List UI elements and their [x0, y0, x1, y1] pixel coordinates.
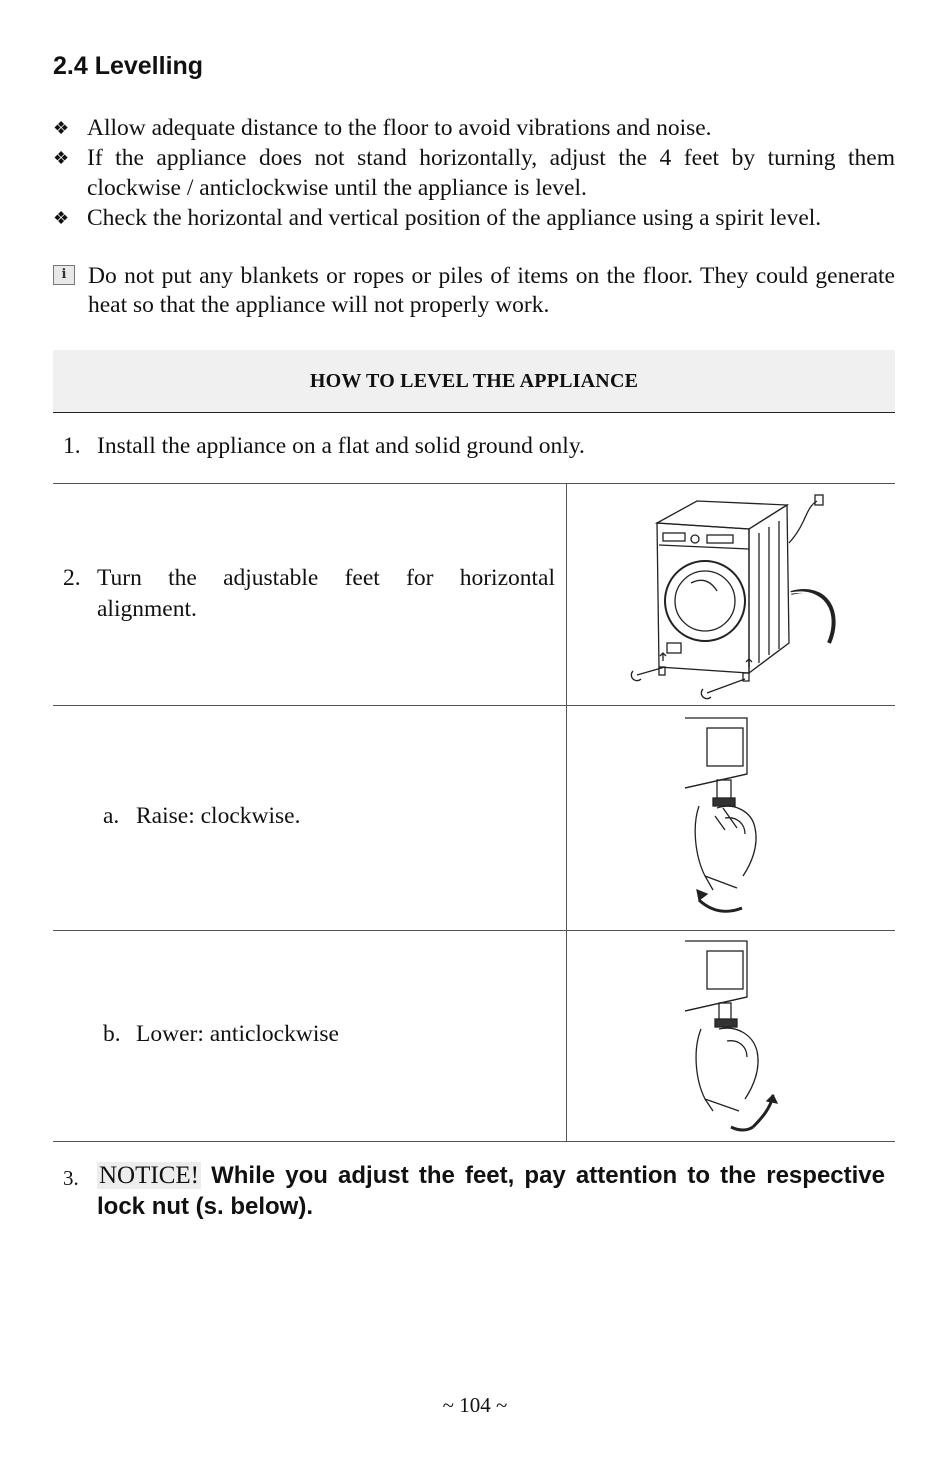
steps-table [53, 483, 895, 1142]
bullet-text: Allow adequate distance to the floor to avoid vibrations and noise. [87, 115, 712, 141]
step-letter: a. [103, 803, 120, 829]
step-text: Turn the adjustable feet for horizontal alignment. [97, 565, 555, 622]
step-2-image-cell [567, 483, 895, 705]
diamond-bullet-icon: ❖ [53, 148, 70, 168]
page-number: ~ 104 ~ [442, 1393, 508, 1417]
step-2-cell [53, 483, 567, 705]
step-text: Raise: clockwise. [136, 803, 301, 829]
table-heading: HOW TO LEVEL THE APPLIANCE [53, 350, 895, 413]
raise-foot-illustration [567, 706, 895, 930]
step-text: Install the appliance on a flat and solid ground only. [97, 433, 585, 459]
step-number: 2. [63, 565, 81, 591]
step-1-row [53, 413, 895, 484]
step-number: 3. [63, 1166, 79, 1190]
step-3 [63, 1160, 885, 1222]
step-a-cell [53, 706, 567, 930]
bullet-text: Check the horizontal and vertical position of the appliance using a spirit level. [87, 205, 822, 231]
step-letter: b. [103, 1021, 121, 1047]
bullet-item [53, 203, 895, 233]
step-b-cell [53, 931, 567, 1141]
step-text: Lower: anticlockwise [136, 1021, 339, 1047]
notice-label: NOTICE! [99, 1162, 199, 1189]
info-icon: i [53, 265, 75, 285]
diamond-bullet-icon: ❖ [53, 118, 70, 138]
step-b-image-cell [567, 931, 895, 1141]
step-2-row [53, 483, 895, 706]
info-note [53, 262, 895, 320]
washing-machine-illustration [567, 483, 895, 705]
step-a-image-cell [567, 706, 895, 930]
section-title: 2.4 Levelling [53, 52, 204, 80]
lower-foot-illustration [567, 931, 895, 1141]
bullet-item [53, 113, 895, 143]
step-a-row [53, 706, 895, 931]
bullet-list [53, 113, 895, 233]
bullet-text: If the appliance does not stand horizontally, adjust the 4 feet by turning them clockwise / anticlockwise until the appliance is level. [87, 145, 895, 201]
step-number: 1. [63, 433, 81, 459]
bullet-item [53, 143, 895, 203]
diamond-bullet-icon: ❖ [53, 208, 70, 228]
note-text: Do not put any blankets or ropes or piles of items on the floor. They could generate heat so that the appliance will not properly work. [88, 263, 895, 318]
notice-text: While you adjust the feet, pay attention to the respective lock nut (s. below). [97, 1162, 885, 1220]
step-b-row [53, 931, 895, 1142]
step-3-text [97, 1160, 885, 1222]
